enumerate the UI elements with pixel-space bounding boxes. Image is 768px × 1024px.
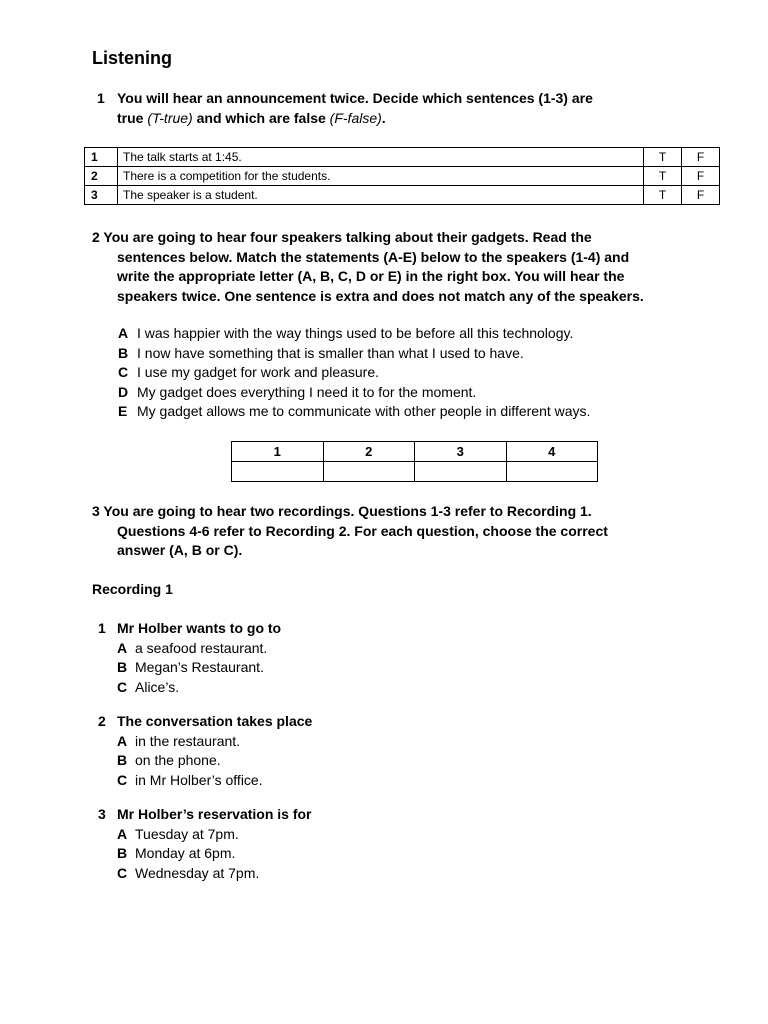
- section3-line1: 3 You are going to hear two recordings. Questions 1-3 refer to Recording 1.: [92, 503, 592, 519]
- table-row: [85, 148, 720, 167]
- worksheet-page: Listening 1 You will hear an announcement twice. Decide which sentences (1-3) are true (T-true) and which are false (F-false). 1 The talk starts at 1:45. T F 2 There is a competition for the students. T F 3 The speaker is a student. T F 2 You are going to hear four speakers talking about their gadgets. Read the sentences below. Match the statements (A-E) below to the speakers (1-4) and write the appropriate letter (A, B, C, D or E) in the right box. You will hear the speakers twice. One sentence is extra and does not match any of the speakers. A I was happier with the way things used to be before all this technology. B I now have something that is smaller than what I used to have. C I use my gadget for work and pleasure. D My gadget does everything I need it to for the moment. E My gadget allows me to communicate with other people in different ways. 1 2 3 4 3 You are going to hear two recordings. Questions 1-3 refer to Recording 1. Questions 4-6 refer to Recording 2. For each question, choose the correct answer (A, B or C). Recording 1 1 Mr Holber wants to go to A a seafood restaurant. B Megan’s Restaurant. C Alice’s. 2 The conversation takes place A in the restaurant. B on the phone. C in Mr Holber’s office. 3 Mr Holber’s reservation is for A Tuesday at 7pm. B Monday at 6pm. C Wednesday at 7pm.: [0, 0, 768, 1024]
- question-text: Mr Holber wants to go to: [117, 620, 282, 636]
- section1-line1: You will hear an announcement twice. Decide which sentences (1-3) are: [117, 90, 593, 106]
- question-text: The conversation takes place: [117, 713, 313, 729]
- grid-header-row: [232, 442, 598, 462]
- section3-line2: Questions 4-6 refer to Recording 2. For each question, choose the correct: [117, 522, 608, 539]
- false-option[interactable]: F: [682, 167, 720, 186]
- question-2: 2 The conversation takes place A in the restaurant. B on the phone. C in Mr Holber’s office.: [98, 713, 313, 788]
- section2-line3: write the appropriate letter (A, B, C, D or E) in the right box. You will hear the: [117, 268, 625, 284]
- false-hint: (F-false): [329, 109, 382, 126]
- statement-text: The speaker is a student.: [118, 186, 644, 205]
- true-option[interactable]: T: [644, 148, 682, 167]
- row-number: 1: [85, 148, 118, 167]
- question-1: 1 Mr Holber wants to go to A a seafood restaurant. B Megan’s Restaurant. C Alice’s.: [98, 620, 282, 695]
- section2-line1: 2 You are going to hear four speakers talking about their gadgets. Read the: [92, 229, 592, 245]
- speaker-header: 1: [232, 442, 324, 462]
- section2-line4: speakers twice. One sentence is extra and does not match any of the speakers.: [117, 287, 644, 304]
- section1-instruction: [97, 89, 737, 128]
- false-option[interactable]: F: [682, 186, 720, 205]
- true-hint: (T-true): [147, 109, 193, 126]
- section3-instruction: [92, 502, 742, 561]
- row-number: 3: [85, 186, 118, 205]
- statement-text: The talk starts at 1:45.: [118, 148, 644, 167]
- question-3: 3 Mr Holber’s reservation is for A Tuesday at 7pm. B Monday at 6pm. C Wednesday at 7pm.: [98, 806, 312, 881]
- answer-box[interactable]: [323, 462, 415, 482]
- answer-box[interactable]: [506, 462, 598, 482]
- section3-line3: answer (A, B or C).: [117, 542, 243, 558]
- section2-instruction: [92, 228, 742, 306]
- section2-line2: sentences below. Match the statements (A-E) below to the speakers (1-4) and: [117, 248, 630, 265]
- true-false-table: [84, 147, 720, 205]
- statement-text: There is a competition for the students.: [118, 167, 644, 186]
- recording-label: Recording 1: [92, 581, 173, 597]
- false-option[interactable]: F: [682, 148, 720, 167]
- question-text: Mr Holber’s reservation is for: [117, 806, 312, 822]
- table-row: [85, 167, 720, 186]
- matching-grid: [231, 441, 598, 482]
- speaker-header: 4: [506, 442, 598, 462]
- speaker-header: 3: [415, 442, 507, 462]
- row-number: 2: [85, 167, 118, 186]
- answer-box[interactable]: [232, 462, 324, 482]
- speaker-header: 2: [323, 442, 415, 462]
- answer-box[interactable]: [415, 462, 507, 482]
- section1-line2: true (T-true) and which are false (F-false).: [117, 109, 386, 126]
- table-row: [85, 186, 720, 205]
- true-option[interactable]: T: [644, 186, 682, 205]
- section1-number: 1: [97, 90, 105, 106]
- true-option[interactable]: T: [644, 167, 682, 186]
- grid-answer-row: [232, 462, 598, 482]
- page-title: Listening: [92, 48, 172, 68]
